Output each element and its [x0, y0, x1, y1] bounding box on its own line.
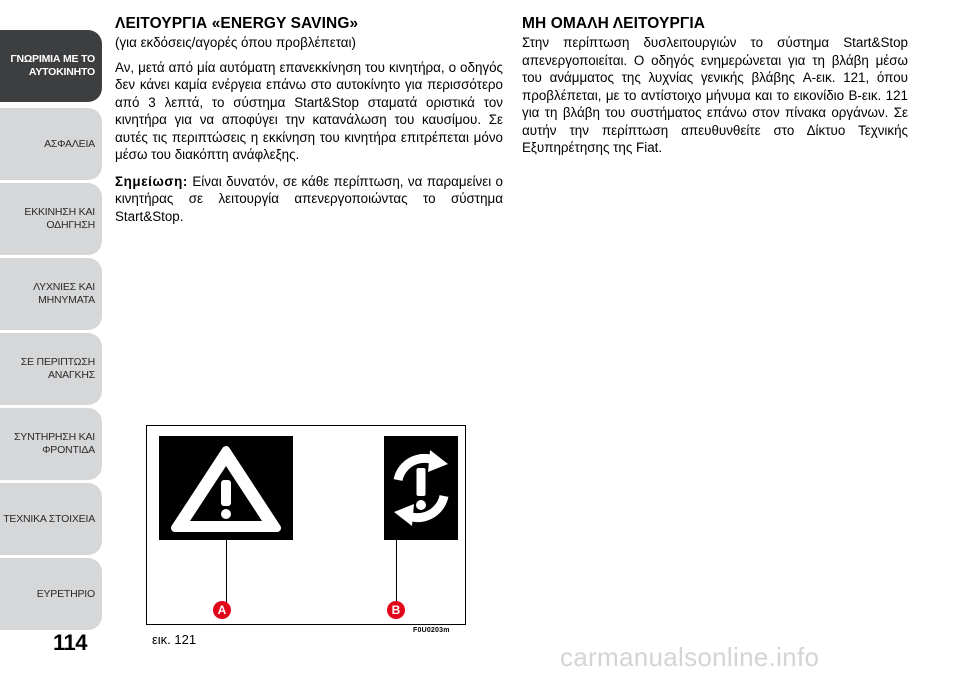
tab-label-line1: ΣΕ ΠΕΡΙΠΤΩΣΗ	[20, 356, 95, 368]
malfunction-paragraph: Στην περίπτωση δυσλειτουργιών το σύστημα Start&Stop απενεργοποιείται. Ο οδηγός ενημερώνεται για τη βλάβη μέσω του ανάμματος της λυχνίας γενικής βλάβης A-εικ. 121, όπου προβλέπεται, με το αντίστοιχο μήνυμα και το εικονίδιο B-εικ. 121 για τη βλάβη του συστήματος επάνω στον πίνακα οργάνων. Σε αυτήν την περίπτωση απευθυνθείτε στο Δίκτυο Τεχνικής Εξυπηρέτησης της Fiat.	[522, 35, 908, 155]
tab-warning-lights[interactable]	[0, 258, 102, 330]
tab-label-line1: ΑΣΦΑΛΕΙΑ	[44, 137, 95, 150]
tab-index[interactable]	[0, 558, 102, 630]
energy-saving-paragraph: Αν, μετά από μία αυτόματη επανεκκίνηση του κινητήρα, ο οδηγός δεν κάνει καμία ενέργεια επάνω στο αυτοκίνητο για περισσότερο από 3 λεπτά, το σύστημα Start&Stop σταματά οριστικά τον κινητήρα για να αποφύγει την κατανάλωση του καυσίμου. Σε αυτές τις περιπτώσεις η εκκίνηση του κινητήρα επιτρέπεται μόνο μέσω του διακόπτη ανάφλεξης.	[115, 59, 503, 162]
tab-technical-data[interactable]	[0, 483, 102, 555]
watermark: carmanualsonline.info	[560, 642, 820, 672]
warning-panel-b	[384, 436, 458, 540]
tab-label-line1: ΕΚΚΙΝΗΣΗ ΚΑΙ	[24, 206, 95, 218]
callout-line-a	[226, 540, 227, 603]
left-column	[115, 14, 503, 234]
tab-label-line2: ΑΥΤΟΚΙΝΗΤΟ	[28, 66, 95, 78]
callout-line-b	[396, 540, 397, 603]
tab-getting-to-know[interactable]	[0, 30, 102, 102]
start-stop-failure-icon	[384, 436, 458, 540]
right-column	[522, 14, 908, 166]
tab-emergency[interactable]	[0, 333, 102, 405]
tab-safety[interactable]	[0, 108, 102, 180]
page-number: 114	[53, 630, 87, 655]
note-text: Είναι δυνατόν, σε κάθε περίπτωση, να παραμείνει ο κινητήρας σε λειτουργία απενεργοποιώντας το σύστημα Start&Stop.	[115, 173, 503, 224]
energy-saving-subtitle: (για εκδόσεις/αγορές όπου προβλέπεται)	[115, 35, 356, 50]
figure-121	[146, 425, 466, 625]
tab-label-line2: ΦΡΟΝΤΙΔΑ	[42, 444, 95, 456]
tab-label-line1: ΓΝΩΡΙΜΙΑ ΜΕ ΤΟ	[10, 53, 95, 65]
tab-label-line2: ΑΝΑΓΚΗΣ	[47, 369, 95, 381]
tab-label-line2: ΟΔΗΓΗΣΗ	[46, 219, 95, 231]
energy-saving-title: ΛΕΙΤΟΥΡΓΙΑ «ENERGY SAVING»	[115, 15, 359, 32]
tab-label-line1: ΕΥΡΕΤΗΡΙΟ	[36, 587, 95, 600]
warning-panel-a	[159, 436, 293, 540]
note-label: Σημείωση:	[115, 173, 188, 189]
tab-starting-driving[interactable]	[0, 183, 102, 255]
callout-a: A	[213, 601, 231, 619]
tab-maintenance[interactable]	[0, 408, 102, 480]
note-paragraph	[115, 173, 503, 226]
figure-code: F0U0203m	[413, 627, 450, 634]
tab-label-line1: ΣΥΝΤΗΡΗΣΗ ΚΑΙ	[14, 431, 95, 443]
tab-label-line1: ΤΕΧΝΙΚΑ ΣΤΟΙΧΕΙΑ	[3, 512, 95, 525]
callout-b: B	[387, 601, 405, 619]
warning-triangle-icon	[159, 436, 293, 540]
figure-caption: εικ. 121	[152, 632, 197, 647]
malfunction-title: ΜΗ ΟΜΑΛΗ ΛΕΙΤΟΥΡΓΙΑ	[522, 15, 706, 32]
tab-label-line2: ΜΗΝΥΜΑΤΑ	[38, 294, 95, 306]
tab-label-line1: ΛΥΧΝΙΕΣ ΚΑΙ	[33, 281, 95, 293]
